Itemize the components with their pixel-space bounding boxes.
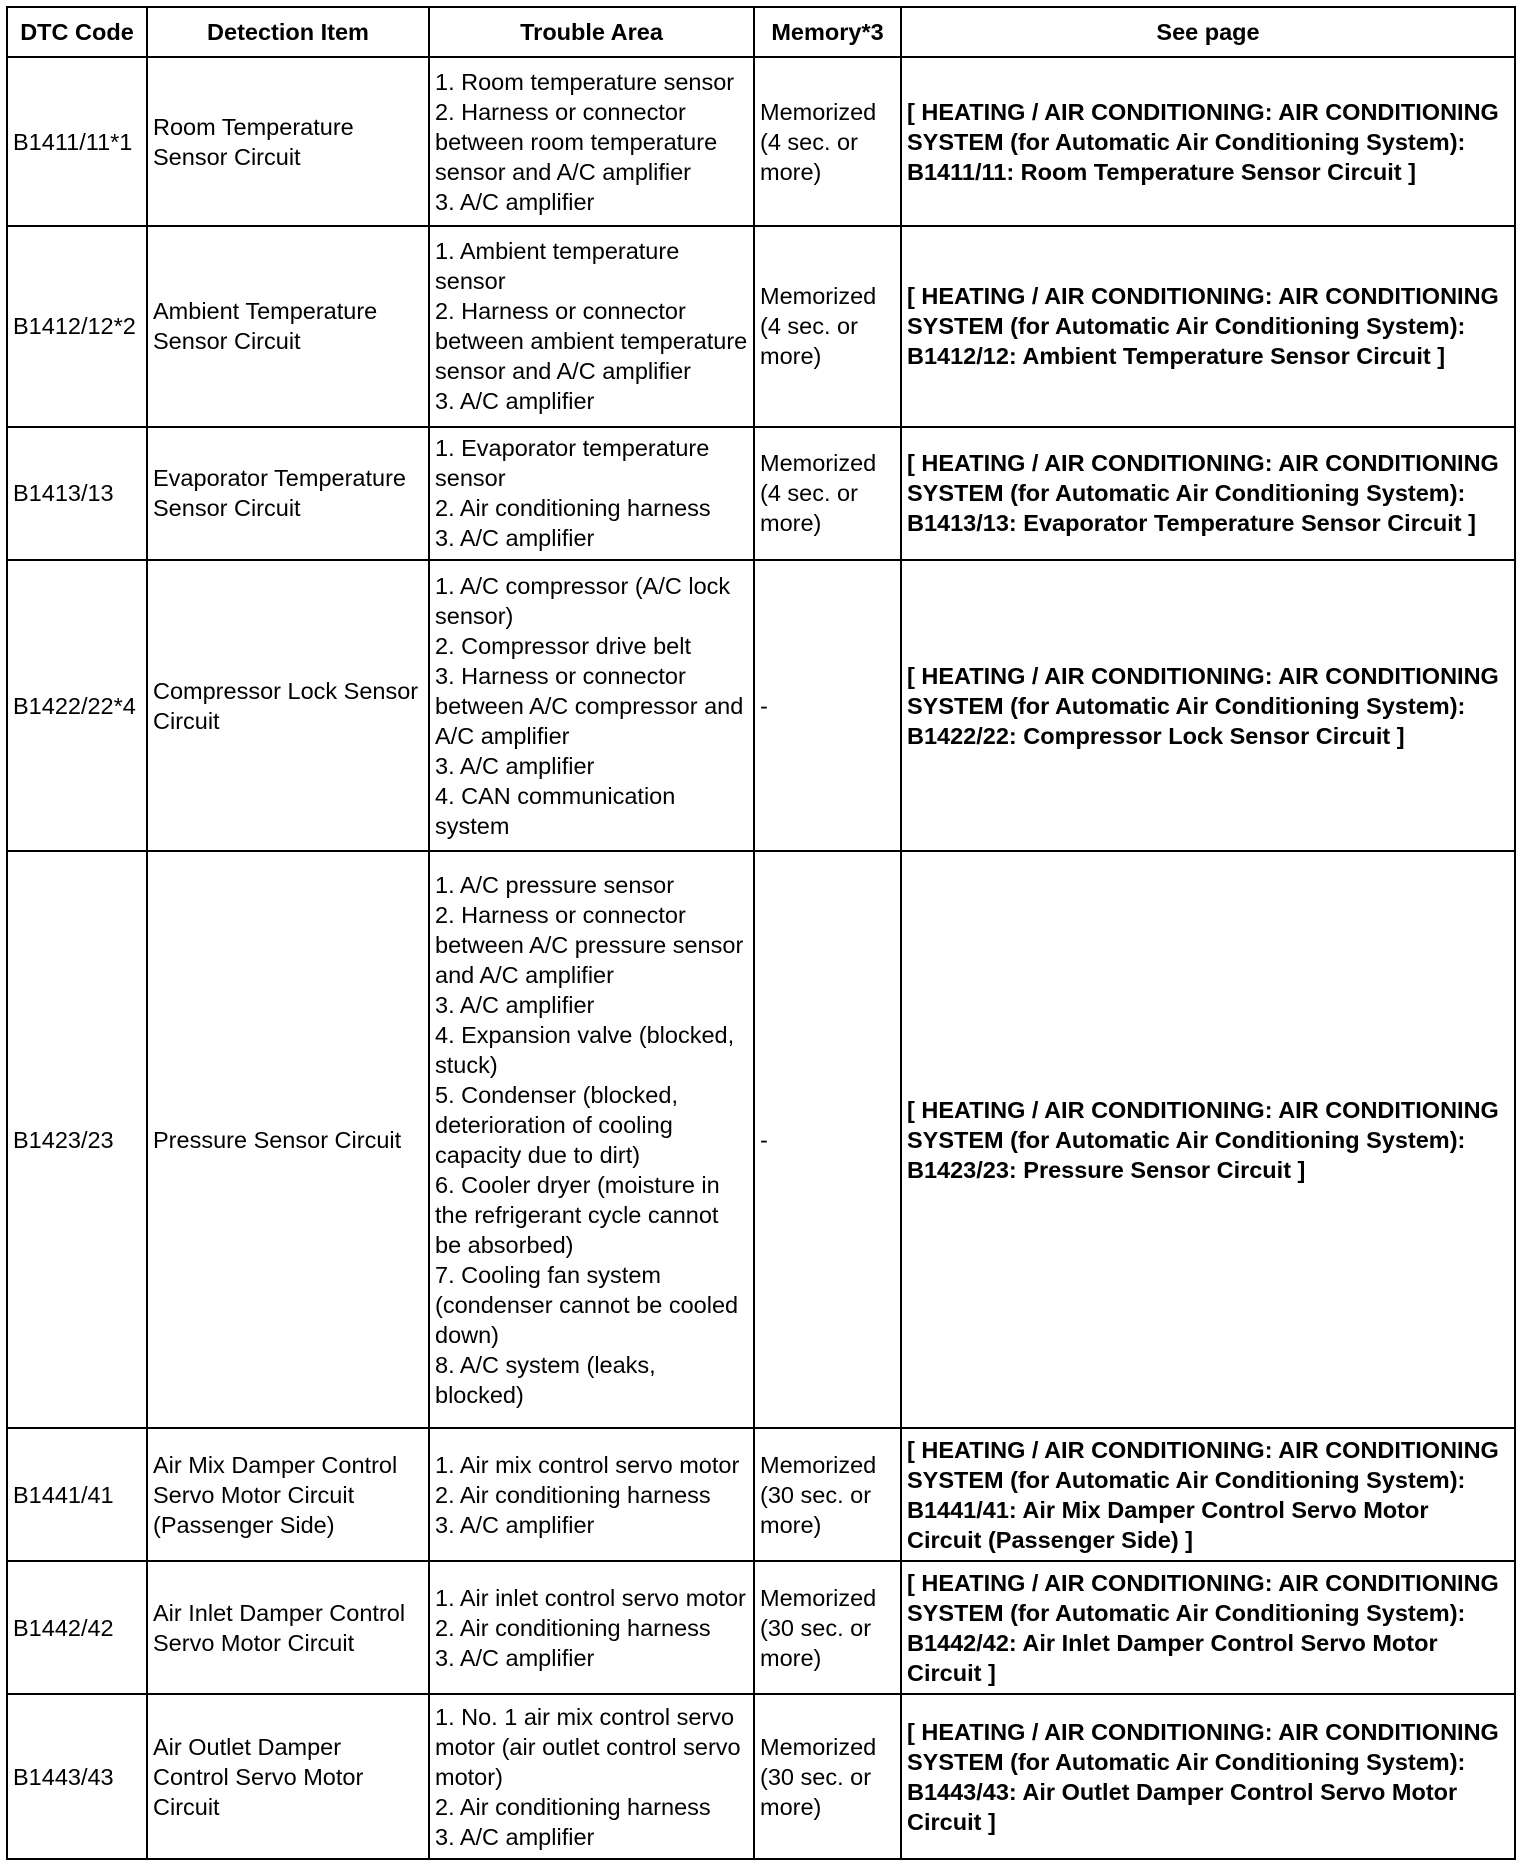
- table-body: [7, 57, 1515, 1859]
- dtc-table: [6, 6, 1516, 1860]
- memory-cell: Memorized (4 sec. or more): [754, 57, 901, 226]
- dtc-code-cell: B1442/42: [7, 1561, 147, 1694]
- trouble-area-line: 4. CAN communication system: [435, 782, 676, 839]
- trouble-area-line: 3. Harness or connector between A/C compressor and A/C amplifier: [435, 662, 744, 749]
- trouble-area-line: 8. A/C system (leaks, blocked): [435, 1351, 656, 1408]
- trouble-area-cell: [429, 560, 754, 852]
- memory-cell: Memorized (4 sec. or more): [754, 427, 901, 560]
- dtc-code-cell: B1413/13: [7, 427, 147, 560]
- dtc-code-cell: B1411/11*1: [7, 57, 147, 226]
- trouble-area-line: 2. Compressor drive belt: [435, 632, 691, 659]
- detection-item-cell: Pressure Sensor Circuit: [147, 851, 429, 1428]
- memory-cell: Memorized (30 sec. or more): [754, 1561, 901, 1694]
- memory-cell: Memorized (30 sec. or more): [754, 1428, 901, 1561]
- trouble-area-cell: [429, 1561, 754, 1694]
- trouble-area-line: 2. Harness or connector between ambient temperature sensor and A/C amplifier: [435, 298, 748, 385]
- trouble-area-line: 1. No. 1 air mix control servo motor (air outlet control servo motor): [435, 1703, 741, 1790]
- see-page-cell: [ HEATING / AIR CONDITIONING: AIR CONDITIONING SYSTEM (for Automatic Air Conditioning System): B1442/42: Air Inlet Damper Control Servo Motor Circuit ]: [901, 1561, 1515, 1694]
- trouble-area-line: 1. A/C compressor (A/C lock sensor): [435, 572, 731, 629]
- detection-item-cell: Room Temperature Sensor Circuit: [147, 57, 429, 226]
- detection-item-cell: Evaporator Temperature Sensor Circuit: [147, 427, 429, 560]
- trouble-area-line: 3. A/C amplifier: [435, 1511, 595, 1538]
- trouble-area-line: 3. A/C amplifier: [435, 188, 595, 215]
- trouble-area-line: 2. Air conditioning harness: [435, 1614, 711, 1641]
- trouble-area-line: 1. Air inlet control servo motor: [435, 1584, 746, 1611]
- trouble-area-line: 6. Cooler dryer (moisture in the refrigerant cycle cannot be absorbed): [435, 1171, 720, 1258]
- table-row: [7, 1428, 1515, 1561]
- trouble-area-line: 1. A/C pressure sensor: [435, 871, 675, 898]
- memory-cell: Memorized (30 sec. or more): [754, 1694, 901, 1859]
- trouble-area-line: 4. Expansion valve (blocked, stuck): [435, 1021, 735, 1078]
- trouble-area-line: 7. Cooling fan system (condenser cannot be cooled down): [435, 1261, 739, 1348]
- dtc-code-cell: B1423/23: [7, 851, 147, 1428]
- trouble-area-line: 3. A/C amplifier: [435, 991, 595, 1018]
- trouble-area-cell: [429, 1428, 754, 1561]
- trouble-area-line: 3. A/C amplifier: [435, 752, 595, 779]
- table-row: [7, 1694, 1515, 1859]
- trouble-area-line: 5. Condenser (blocked, deterioration of cooling capacity due to dirt): [435, 1081, 678, 1168]
- table-row: [7, 851, 1515, 1428]
- see-page-cell: [ HEATING / AIR CONDITIONING: AIR CONDITIONING SYSTEM (for Automatic Air Conditioning System): B1422/22: Compressor Lock Sensor Circuit ]: [901, 560, 1515, 852]
- see-page-cell: [ HEATING / AIR CONDITIONING: AIR CONDITIONING SYSTEM (for Automatic Air Conditioning System): B1413/13: Evaporator Temperature Sensor Circuit ]: [901, 427, 1515, 560]
- memory-cell: -: [754, 851, 901, 1428]
- detection-item-cell: Air Mix Damper Control Servo Motor Circuit (Passenger Side): [147, 1428, 429, 1561]
- header-dtc-code: DTC Code: [7, 7, 147, 57]
- see-page-cell: [ HEATING / AIR CONDITIONING: AIR CONDITIONING SYSTEM (for Automatic Air Conditioning System): B1412/12: Ambient Temperature Sensor Circuit ]: [901, 226, 1515, 427]
- trouble-area-cell: [429, 427, 754, 560]
- dtc-code-cell: B1422/22*4: [7, 560, 147, 852]
- dtc-code-cell: B1443/43: [7, 1694, 147, 1859]
- trouble-area-line: 3. A/C amplifier: [435, 525, 595, 552]
- dtc-code-cell: B1441/41: [7, 1428, 147, 1561]
- table-header: [7, 7, 1515, 57]
- trouble-area-line: 1. Room temperature sensor: [435, 68, 735, 95]
- table-row: [7, 560, 1515, 852]
- detection-item-cell: Air Outlet Damper Control Servo Motor Circuit: [147, 1694, 429, 1859]
- trouble-area-line: 3. A/C amplifier: [435, 388, 595, 415]
- see-page-cell: [ HEATING / AIR CONDITIONING: AIR CONDITIONING SYSTEM (for Automatic Air Conditioning System): B1441/41: Air Mix Damper Control Servo Motor Circuit (Passenger Side) ]: [901, 1428, 1515, 1561]
- trouble-area-line: 1. Ambient temperature sensor: [435, 238, 680, 295]
- trouble-area-line: 2. Harness or connector between A/C pressure sensor and A/C amplifier: [435, 901, 744, 988]
- header-memory: Memory*3: [754, 7, 901, 57]
- see-page-cell: [ HEATING / AIR CONDITIONING: AIR CONDITIONING SYSTEM (for Automatic Air Conditioning System): B1411/11: Room Temperature Sensor Circuit ]: [901, 57, 1515, 226]
- table-row: [7, 57, 1515, 226]
- table-row: [7, 427, 1515, 560]
- trouble-area-cell: [429, 851, 754, 1428]
- header-see-page: See page: [901, 7, 1515, 57]
- detection-item-cell: Ambient Temperature Sensor Circuit: [147, 226, 429, 427]
- detection-item-cell: Compressor Lock Sensor Circuit: [147, 560, 429, 852]
- header-trouble-area: Trouble Area: [429, 7, 754, 57]
- trouble-area-line: 1. Evaporator temperature sensor: [435, 435, 710, 492]
- table-row: [7, 1561, 1515, 1694]
- memory-cell: -: [754, 560, 901, 852]
- see-page-cell: [ HEATING / AIR CONDITIONING: AIR CONDITIONING SYSTEM (for Automatic Air Conditioning System): B1443/43: Air Outlet Damper Control Servo Motor Circuit ]: [901, 1694, 1515, 1859]
- trouble-area-line: 2. Air conditioning harness: [435, 495, 711, 522]
- trouble-area-line: 1. Air mix control servo motor: [435, 1451, 740, 1478]
- trouble-area-line: 2. Air conditioning harness: [435, 1481, 711, 1508]
- trouble-area-line: 2. Air conditioning harness: [435, 1793, 711, 1820]
- trouble-area-cell: [429, 57, 754, 226]
- memory-cell: Memorized (4 sec. or more): [754, 226, 901, 427]
- trouble-area-line: 3. A/C amplifier: [435, 1823, 595, 1850]
- dtc-code-cell: B1412/12*2: [7, 226, 147, 427]
- header-detection-item: Detection Item: [147, 7, 429, 57]
- detection-item-cell: Air Inlet Damper Control Servo Motor Circuit: [147, 1561, 429, 1694]
- see-page-cell: [ HEATING / AIR CONDITIONING: AIR CONDITIONING SYSTEM (for Automatic Air Conditioning System): B1423/23: Pressure Sensor Circuit ]: [901, 851, 1515, 1428]
- trouble-area-line: 3. A/C amplifier: [435, 1644, 595, 1671]
- trouble-area-line: 2. Harness or connector between room temperature sensor and A/C amplifier: [435, 98, 718, 185]
- table-row: [7, 226, 1515, 427]
- trouble-area-cell: [429, 1694, 754, 1859]
- header-row: [7, 7, 1515, 57]
- trouble-area-cell: [429, 226, 754, 427]
